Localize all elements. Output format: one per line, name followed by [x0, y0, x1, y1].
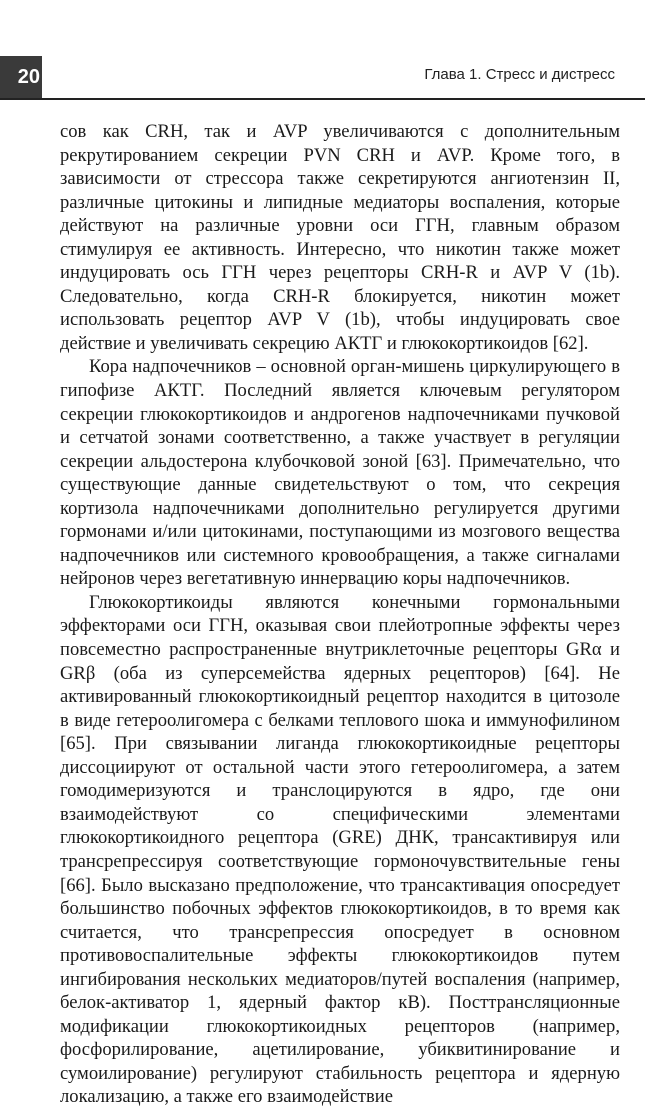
- paragraph: Глюкокортикоиды являются конечными гормональными эффекторами оси ГГН, оказывая свои плейотропные эффекты через повсеместно распространенные внутриклеточные рецепторы GRα и GRβ (оба из суперсемейства ядерных рецепторов) [64]. Не активированный глюкокортикоидный рецептор находится в цитозоле в виде гетероолигомера с белками теплового шока и иммунофилином [65]. При связывании лиганда глюкокортикоидные рецепторы диссоциируют от остальной части этого гетероолигомера, а затем гомодимеризуются и транслоцируются в ядро, где они взаимодействуют со специфическими элементами глюкокортикоидного рецептора (GRE) ДНК, трансактивируя или трансрепрессируя соответствующие гормоночувствительные гены [66]. Было высказано предположение, что трансактивация опосредует большинство побочных эффектов глюкокортикоидов, в то время как считается, что трансрепрессия опосредует в основном противовоспалительные эффекты глюкокортикоидов путем ингибирования нескольких медиаторов/путей воспаления (например, белок-активатор 1, ядерный фактор кВ). Посттрансляционные модификации глюкокортикоидных рецепторов (например, фосфорилирование, ацетилирование, убиквитинирование и сумоилирование) регулируют стабильность рецептора и ядерную локализацию, а также его взаимодействие: [60, 591, 620, 1108]
- page-header: [0, 56, 645, 100]
- paragraph: Кора надпочечников – основной орган-мишень циркулирующего в гипофизе АКТГ. Последний является ключевым регулятором секреции глюкокортикоидов и андрогенов надпочечниками пучковой и сетчатой зонами соответственно, а также участвует в регуляции секреции альдостерона клубочковой зоной [63]. Примечательно, что существующие данные свидетельствуют о том, что секреция кортизола надпочечниками дополнительно регулируется другими гормонами и/или цитокинами, поступающими из мозгового вещества надпочечников или системного кровообращения, а также сигналами нейронов через вегетативную иннервацию коры надпочечников.: [60, 356, 620, 590]
- paragraph: сов как CRH, так и AVP увеличиваются с дополнительным рекрутированием секреции PVN CRH и AVP. Кроме того, в зависимости от стрессора также секретируются ангиотензин II, различные цитокины и липидные медиаторы воспаления, которые действуют на различные уровни оси ГГН, главным образом стимулируя ее активность. Интересно, что никотин также может индуцировать ось ГГН через рецепторы CRH-R и AVP V (1b). Следовательно, когда CRH-R блокируется, никотин может использовать рецептор AVP V (1b), чтобы индуцировать свое действие и увеличивать секрецию АКТГ и глюкокортикоидов [62].: [60, 121, 620, 354]
- page-number: 20: [0, 56, 42, 98]
- chapter-title: Глава 1. Стресс и дистресс: [424, 66, 615, 83]
- page-body: [60, 120, 620, 1109]
